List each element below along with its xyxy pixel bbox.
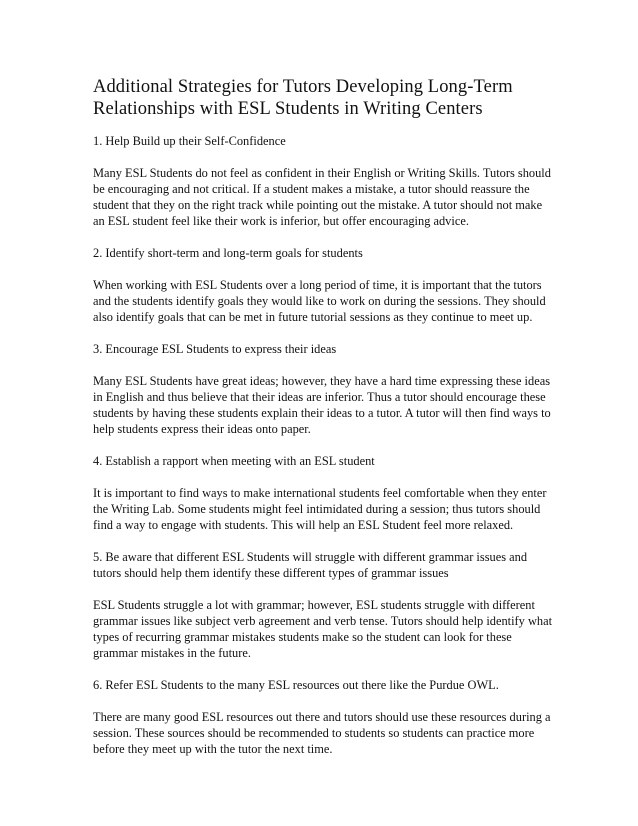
- section-heading: 1. Help Build up their Self-Confidence: [93, 134, 286, 148]
- section-body: When working with ESL Students over a long period of time, it is important that the tutors and the students identify goals they would like to work on during the sessions. They should also identify goals that can be met in future tutorial sessions as they continue to meet up.: [93, 278, 546, 324]
- section-5: [93, 549, 553, 661]
- title-line-2: Relationships with ESL Students in Writing Centers: [93, 99, 483, 119]
- section-heading: 2. Identify short-term and long-term goals for students: [93, 246, 363, 260]
- section-body: There are many good ESL resources out there and tutors should use these resources during a session. These sources should be recommended to students so students can practice more before they meet up with the tutor the next time.: [93, 710, 551, 756]
- section-body: It is important to find ways to make international students feel comfortable when they enter the Writing Lab. Some students might feel intimidated during a session; thus tutors should find a way to engage with students. This will help an ESL Student feel more relaxed.: [93, 486, 547, 532]
- title-line-1: Additional Strategies for Tutors Developing Long-Term: [93, 77, 513, 97]
- section-heading: 6. Refer ESL Students to the many ESL resources out there like the Purdue OWL.: [93, 678, 499, 692]
- document-title: [93, 76, 553, 120]
- section-3: [93, 341, 553, 437]
- document-page: [93, 76, 553, 773]
- section-4: [93, 453, 553, 533]
- section-heading: 4. Establish a rapport when meeting with an ESL student: [93, 454, 375, 468]
- section-body: ESL Students struggle a lot with grammar; however, ESL students struggle with different grammar issues like subject verb agreement and verb tense. Tutors should help identify what types of recurring grammar mistakes students make so the student can look for these grammar mistakes in the future.: [93, 598, 553, 660]
- section-1: [93, 133, 553, 229]
- section-6: [93, 677, 553, 757]
- section-body: Many ESL Students have great ideas; however, they have a hard time expressing these ideas in English and thus believe that their ideas are inferior. Thus a tutor should encourage these students by having these students explain their ideas to a tutor. A tutor will then find ways to help students express their ideas onto paper.: [93, 374, 551, 436]
- section-body: Many ESL Students do not feel as confident in their English or Writing Skills. Tutors should be encouraging and not critical. If a student makes a mistake, a tutor should reassure the student that they on the right track while pointing out the mistake. A tutor should not make an ESL student feel like their work is inferior, but offer encouraging advice.: [93, 166, 551, 228]
- section-heading: 3. Encourage ESL Students to express their ideas: [93, 342, 337, 356]
- section-2: [93, 245, 553, 325]
- section-heading: 5. Be aware that different ESL Students will struggle with different grammar issues and tutors should help them identify these different types of grammar issues: [93, 550, 528, 580]
